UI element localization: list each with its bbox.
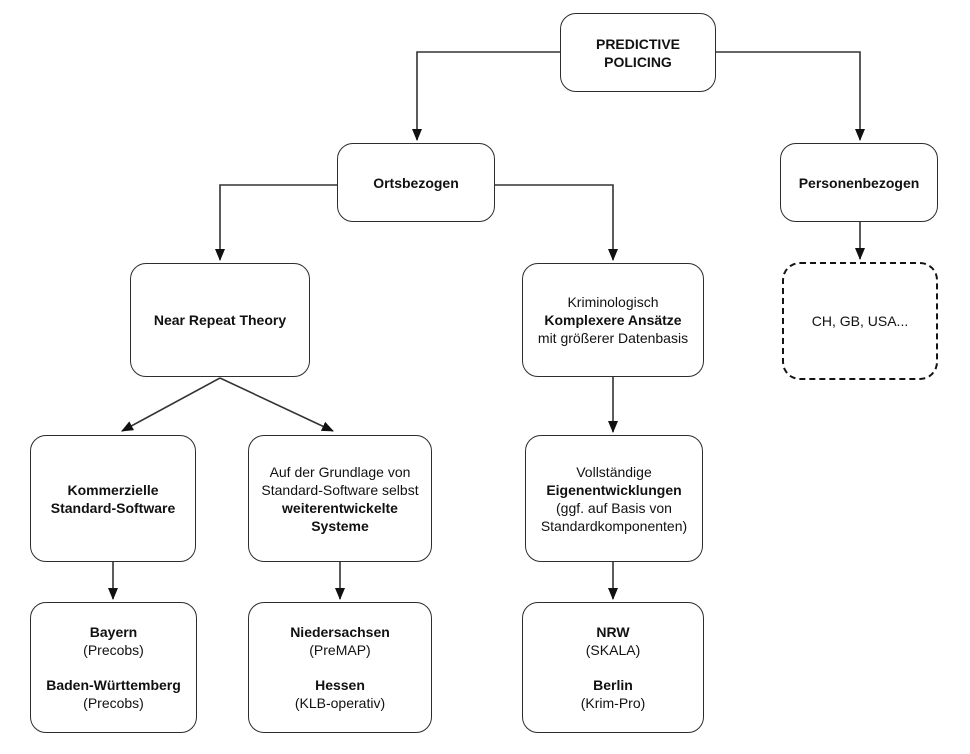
system-name: (PreMAP): [309, 642, 371, 658]
node-text: Auf der Grundlage von: [269, 463, 411, 480]
node-text: Standardkomponenten): [540, 517, 688, 534]
state-name: NRW: [596, 624, 630, 640]
node-text: Near Repeat Theory: [153, 312, 287, 328]
node-text: POLICING: [604, 53, 672, 70]
node-text: Kommerzielle: [67, 481, 159, 498]
state-name: Berlin: [593, 677, 633, 693]
node-text: PREDICTIVE: [595, 35, 680, 52]
edge-predictive-to-ortsbezogen: [417, 52, 560, 140]
system-name: (Precobs): [83, 695, 144, 711]
node-text: Komplexere Ansätze: [544, 312, 682, 328]
edge-nearrepeat-to-kommerzielle: [122, 378, 220, 431]
node-text: Eigenentwicklungen: [546, 481, 682, 498]
node-near-repeat-theory: [130, 263, 310, 377]
node-personenbezogen: [780, 143, 938, 222]
state-name: Baden-Württemberg: [46, 677, 181, 693]
node-text: Kriminologisch: [567, 294, 659, 310]
state-entry: [290, 623, 390, 659]
node-niedersachsen-hessen: [248, 602, 432, 733]
state-name: Bayern: [89, 624, 138, 640]
node-vollstaendige-eigenentwicklungen: [525, 435, 703, 562]
node-text: Ortsbezogen: [373, 174, 459, 191]
node-text: Vollständige: [576, 463, 652, 480]
edge-ortsbezogen-to-kriminologisch: [495, 185, 613, 260]
state-name: Niedersachsen: [290, 624, 390, 640]
node-text: Systeme: [311, 517, 369, 534]
system-name: (Precobs): [83, 642, 144, 658]
edge-nearrepeat-to-grundlage: [220, 378, 333, 431]
system-name: (SKALA): [585, 642, 641, 658]
node-text: Personenbezogen: [798, 174, 920, 191]
node-text: weiterentwickelte: [282, 499, 398, 516]
node-ch-gb-usa: [782, 262, 938, 380]
edge-ortsbezogen-to-nearrepeat: [220, 185, 337, 260]
state-name: Hessen: [315, 677, 365, 693]
node-text: Standard-Software: [50, 499, 176, 516]
system-name: (KLB-operativ): [294, 695, 386, 711]
node-text: mit größerer Datenbasis: [537, 330, 689, 346]
node-kriminologisch-komplexere-ansaetze: [522, 263, 704, 377]
state-entry: [46, 676, 181, 712]
node-predictive-policing: [560, 13, 716, 92]
node-text: (ggf. auf Basis von: [556, 499, 672, 516]
node-kommerzielle-standard-software: [30, 435, 196, 562]
node-bayern-baden-wuerttemberg: [30, 602, 197, 733]
system-name: (Krim-Pro): [580, 695, 646, 711]
node-weiterentwickelte-systeme: [248, 435, 432, 562]
state-entry: [586, 623, 640, 659]
node-ortsbezogen: [337, 143, 495, 222]
state-entry: [295, 676, 385, 712]
state-entry: [581, 676, 646, 712]
edge-predictive-to-personenbezogen: [716, 52, 860, 140]
node-text: CH, GB, USA...: [811, 313, 909, 329]
node-nrw-berlin: [522, 602, 704, 733]
state-entry: [83, 623, 144, 659]
node-text: Standard-Software selbst: [261, 481, 419, 498]
